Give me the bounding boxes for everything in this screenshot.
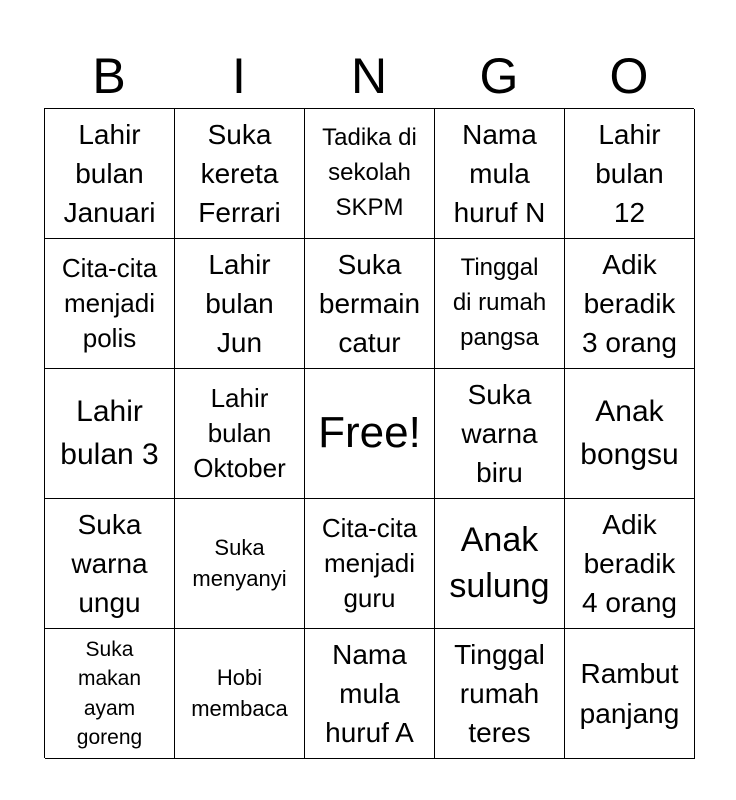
bingo-cell[interactable] xyxy=(565,499,695,629)
bingo-cell-text: Tinggal di rumah pangsa xyxy=(452,254,547,351)
header-letter-n: N xyxy=(350,48,388,104)
bingo-cell[interactable] xyxy=(175,629,305,759)
bingo-cell[interactable] xyxy=(435,629,565,759)
header-letter-b: B xyxy=(92,48,126,104)
bingo-cell-text: Lahir bulan Oktober xyxy=(193,382,286,484)
bingo-cell[interactable] xyxy=(45,369,175,499)
bingo-cell-text: Hobi membaca xyxy=(191,664,288,721)
bingo-cell-text: Tadika di sekolah SKPM xyxy=(322,124,417,221)
bingo-cell[interactable] xyxy=(175,239,305,369)
bingo-cell-text: Nama mula huruf A xyxy=(325,638,414,749)
bingo-cell[interactable] xyxy=(565,629,695,759)
bingo-cell-text: Adik beradik 3 orang xyxy=(582,248,677,359)
bingo-cell[interactable] xyxy=(45,109,175,239)
free-space-cell[interactable] xyxy=(305,369,435,499)
bingo-cell-text: Nama mula huruf N xyxy=(453,118,546,229)
header-letter-g: G xyxy=(479,48,519,104)
bingo-cell-text: Anak bongsu xyxy=(580,394,679,471)
bingo-cell-text: Lahir bulan 3 xyxy=(60,394,159,471)
bingo-cell-text: Anak sulung xyxy=(449,520,550,605)
bingo-header xyxy=(44,44,694,108)
bingo-cell[interactable] xyxy=(305,239,435,369)
bingo-cell[interactable] xyxy=(435,369,565,499)
bingo-cell-text: Rambut panjang xyxy=(579,658,680,729)
bingo-cell[interactable] xyxy=(175,109,305,239)
bingo-cell[interactable] xyxy=(305,629,435,759)
header-letter-i: I xyxy=(232,48,246,104)
bingo-cell[interactable] xyxy=(175,369,305,499)
bingo-cell-text: Suka bermain catur xyxy=(318,248,421,359)
bingo-cell-text: Suka warna ungu xyxy=(71,508,148,619)
bingo-cell[interactable] xyxy=(45,629,175,759)
bingo-cell[interactable] xyxy=(175,499,305,629)
free-space-text: Free! xyxy=(318,408,421,458)
bingo-cell-text: Suka warna biru xyxy=(461,378,538,489)
bingo-cell-text: Lahir bulan Jun xyxy=(205,248,274,359)
bingo-cell[interactable] xyxy=(45,499,175,629)
bingo-cell[interactable] xyxy=(305,499,435,629)
bingo-cell-text: Cita-cita menjadi polis xyxy=(61,252,158,354)
bingo-cell[interactable] xyxy=(565,109,695,239)
bingo-cell-text: Lahir bulan Januari xyxy=(63,118,156,229)
bingo-cell-text: Suka kereta Ferrari xyxy=(198,118,281,229)
bingo-cell-text: Suka menyanyi xyxy=(192,534,287,591)
bingo-cell[interactable] xyxy=(305,109,435,239)
bingo-cell[interactable] xyxy=(565,239,695,369)
header-letter-o: O xyxy=(609,48,649,104)
bingo-cell[interactable] xyxy=(45,239,175,369)
bingo-cell[interactable] xyxy=(435,499,565,629)
bingo-cell-text: Tinggal rumah teres xyxy=(454,638,545,749)
bingo-cell-text: Cita-cita menjadi guru xyxy=(321,512,418,614)
bingo-cell-text: Suka makan ayam goreng xyxy=(76,637,143,749)
bingo-cell[interactable] xyxy=(565,369,695,499)
bingo-cell[interactable] xyxy=(435,109,565,239)
bingo-cell[interactable] xyxy=(435,239,565,369)
bingo-card xyxy=(44,108,694,758)
bingo-cell-text: Lahir bulan 12 xyxy=(595,118,664,229)
bingo-cell-text: Adik beradik 4 orang xyxy=(582,508,677,619)
